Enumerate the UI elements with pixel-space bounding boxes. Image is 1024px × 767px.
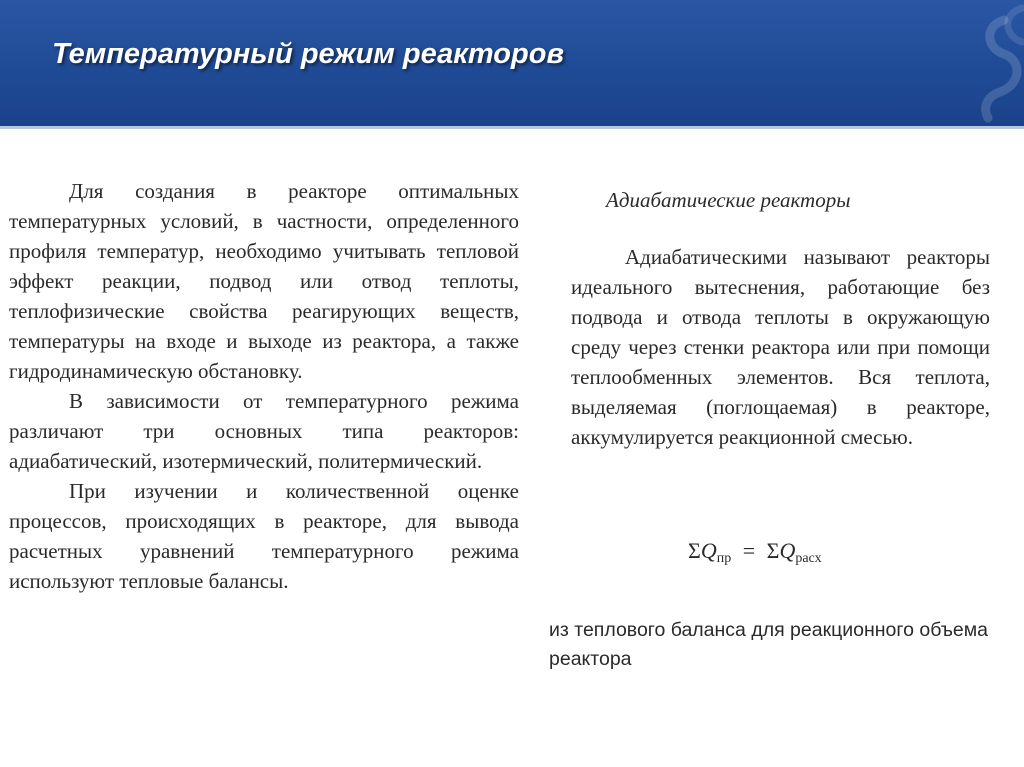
formula-note: из теплового баланса для реакционного объема реактора bbox=[549, 619, 988, 670]
formula-sub-right: расх bbox=[795, 551, 822, 566]
right-subtitle: Адиабатические реакторы bbox=[606, 188, 851, 212]
slide-header bbox=[0, 0, 1024, 126]
slide-title: Температурный режим реакторов bbox=[52, 38, 564, 70]
logo-watermark-icon bbox=[964, 0, 1024, 126]
heat-balance-formula bbox=[688, 538, 822, 567]
formula-equals: = bbox=[742, 538, 756, 563]
left-text-column bbox=[9, 176, 519, 596]
formula-sigma-left: Σ bbox=[688, 538, 701, 563]
formula-sub-left: пр bbox=[716, 551, 732, 566]
formula-var-left: Q bbox=[700, 538, 717, 563]
right-text-column bbox=[571, 242, 990, 452]
right-paragraph: Адиабатическими называют реакторы идеального вытеснения, работающие без подвода и отвода теплоты в окружающую среду через стенки реактора или при помощи теплообменных элементов. Вся теплота, выделяемая (поглощаемая) в реакторе, аккумулируется реакционной смесью. bbox=[571, 245, 990, 449]
left-paragraph-1: Для создания в реакторе оптимальных температурных условий, в частности, определенного профиля температур, необходимо учитывать тепловой эффект реакции, подвод или отвод теплоты, теплофизические свойства реагирующих веществ, температуры на входе и выходе из реактора, а также гидродинамическую обстановку. bbox=[9, 179, 519, 383]
left-paragraph-2: В зависимости от температурного режима различают три основных типа реакторов: адиабатический, изотермический, политермический. bbox=[9, 389, 519, 473]
left-paragraph-3: При изучении и количественной оценке процессов, происходящих в реакторе, для вывода расчетных уравнений температурного режима используют тепловые балансы. bbox=[9, 479, 519, 593]
formula-var-right: Q bbox=[779, 538, 796, 563]
formula-sigma-right: Σ bbox=[766, 538, 780, 563]
header-divider bbox=[0, 126, 1024, 129]
